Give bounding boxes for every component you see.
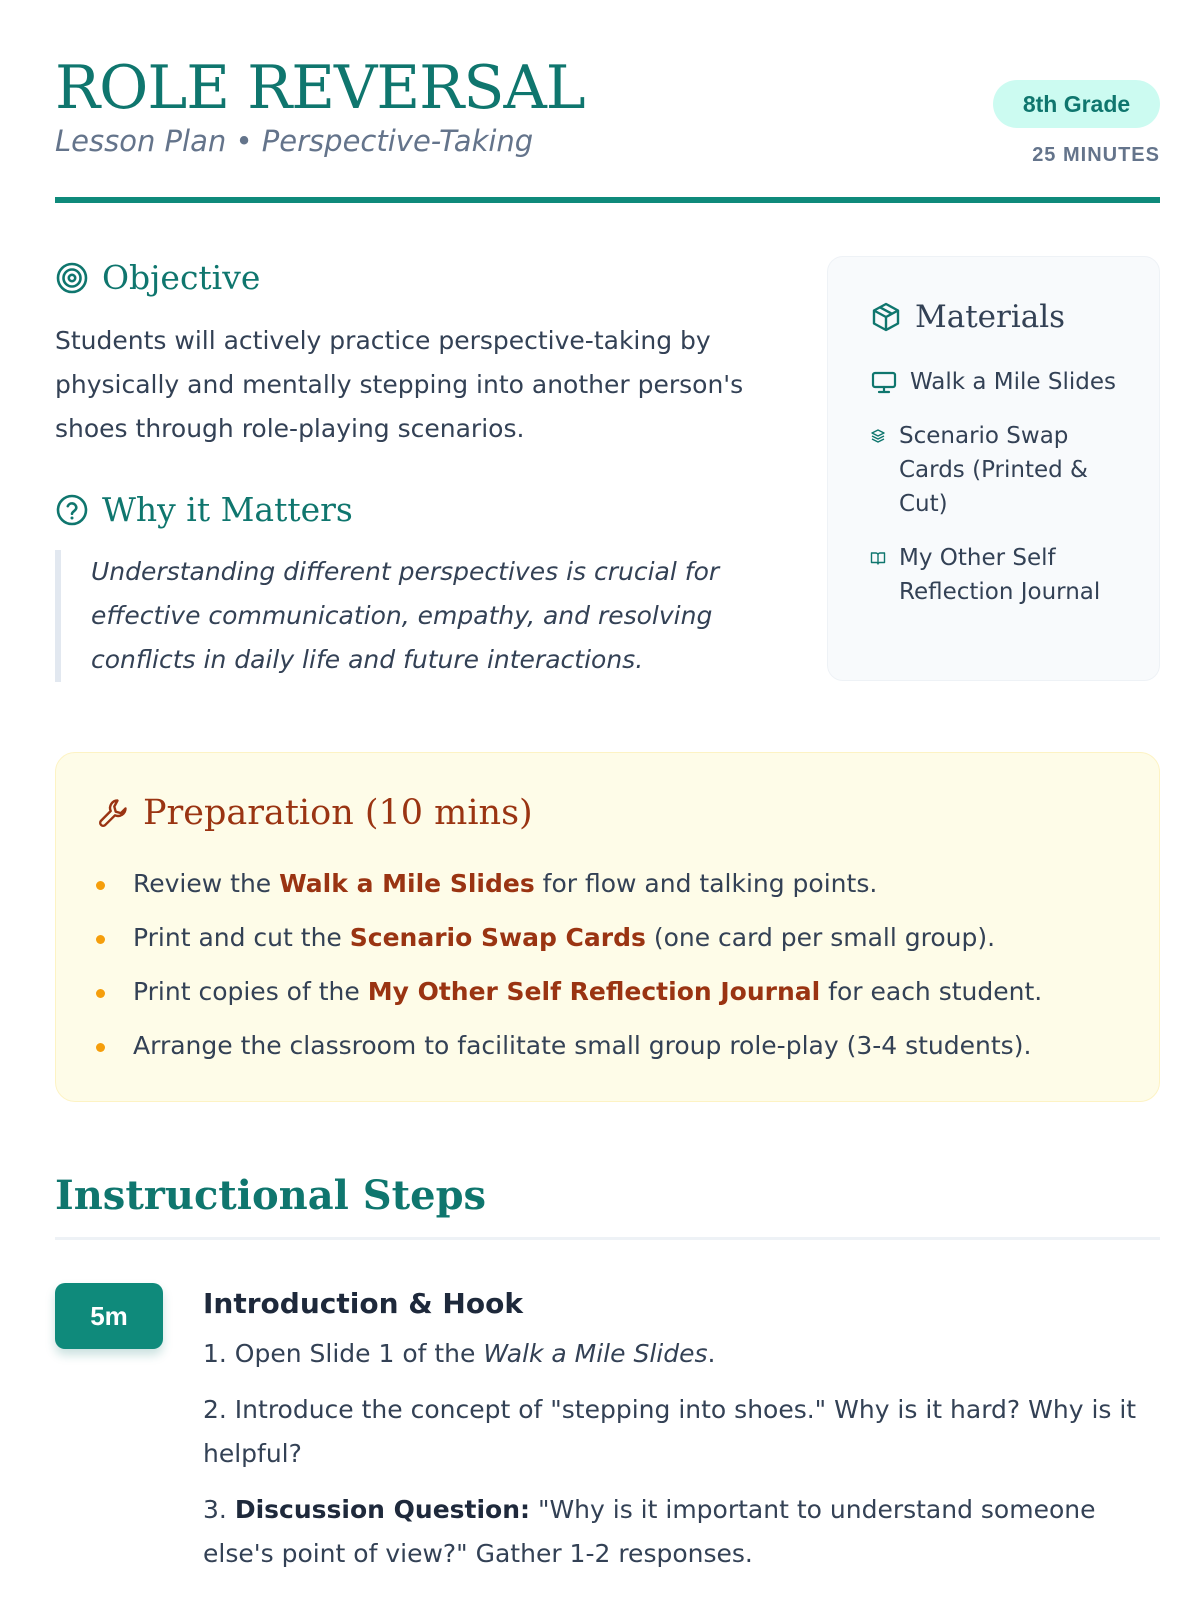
objective-text: Students will actively practice perspective-taking by physically and mentally stepping into another person's shoes through role-playing scenarios. — [55, 326, 744, 443]
materials-card — [827, 256, 1160, 681]
material-label: My Other Self Reflection Journal — [899, 545, 1101, 605]
why-quote: Understanding different perspectives is crucial for effective communication, empathy, and resolving conflicts in daily life and future interactions. — [55, 550, 775, 682]
prep-text: Print copies of the — [133, 977, 368, 1006]
step-body — [203, 1283, 1163, 1576]
materials-list — [870, 365, 1139, 609]
objective-heading — [55, 258, 775, 297]
list-item — [870, 365, 1139, 399]
target-icon — [55, 261, 89, 295]
prep-text: for flow and talking points. — [534, 869, 878, 898]
layers-icon — [870, 428, 886, 444]
preparation-list — [96, 857, 1119, 1073]
preparation-heading-label: Preparation (10 mins) — [143, 793, 533, 833]
preparation-heading — [96, 793, 1119, 833]
list-item — [96, 857, 1119, 911]
prep-highlight: My Other Self Reflection Journal — [367, 977, 821, 1006]
prep-highlight: Walk a Mile Slides — [279, 869, 535, 898]
step-line — [203, 1488, 1163, 1576]
materials-heading-label: Materials — [915, 299, 1066, 335]
step-title: Introduction & Hook — [203, 1287, 523, 1320]
duration-label: 25 MINUTES — [1032, 144, 1160, 166]
step-text: "Why is it important to understand someone else's point of view?" Gather 1-2 responses. — [203, 1495, 1096, 1568]
step-resource: Walk a Mile Slides — [483, 1339, 708, 1368]
list-item — [870, 419, 1139, 521]
step-text: 3. — [203, 1495, 235, 1524]
wrench-icon — [96, 796, 130, 830]
page-subtitle: Lesson Plan • Perspective-Taking — [55, 124, 534, 158]
why-heading-label: Why it Matters — [102, 490, 353, 529]
question-circle-icon — [55, 493, 89, 527]
objective-heading-label: Objective — [102, 258, 261, 297]
list-item — [96, 965, 1119, 1019]
prep-text: for each student. — [820, 977, 1043, 1006]
discussion-label: Discussion Question: — [234, 1495, 531, 1524]
preparation-card — [55, 752, 1160, 1102]
page-title: ROLE REVERSAL — [55, 53, 585, 123]
prep-highlight: Scenario Swap Cards — [349, 923, 646, 952]
material-label: Walk a Mile Slides — [910, 369, 1116, 395]
step-text: . — [707, 1339, 716, 1368]
list-item — [96, 1019, 1119, 1073]
list-item — [870, 541, 1139, 609]
overview-column — [55, 258, 775, 674]
prep-text: Review the — [133, 869, 280, 898]
monitor-icon — [870, 368, 898, 396]
materials-heading — [870, 299, 1139, 335]
step-line: 2. Introduce the concept of "stepping into shoes." Why is it hard? Why is it helpful? — [203, 1395, 1137, 1468]
prep-text: Arrange the classroom to facilitate small group role-play (3-4 students). — [133, 1031, 1032, 1060]
step-time-badge: 5m — [55, 1283, 163, 1349]
steps-heading: Instructional Steps — [55, 1172, 1160, 1240]
prep-text: (one card per small group). — [645, 923, 996, 952]
grade-badge: 8th Grade — [993, 80, 1160, 128]
lesson-header — [55, 0, 1160, 203]
why-heading — [55, 490, 353, 529]
prep-text: Print and cut the — [133, 923, 350, 952]
list-item — [96, 911, 1119, 965]
lesson-plan-page — [55, 0, 1160, 1568]
material-label: Scenario Swap Cards (Printed & Cut) — [899, 423, 1088, 517]
step-line — [203, 1332, 1163, 1376]
book-open-icon — [870, 550, 886, 566]
box-icon — [870, 301, 902, 333]
step-text: 1. Open Slide 1 of the — [203, 1339, 484, 1368]
